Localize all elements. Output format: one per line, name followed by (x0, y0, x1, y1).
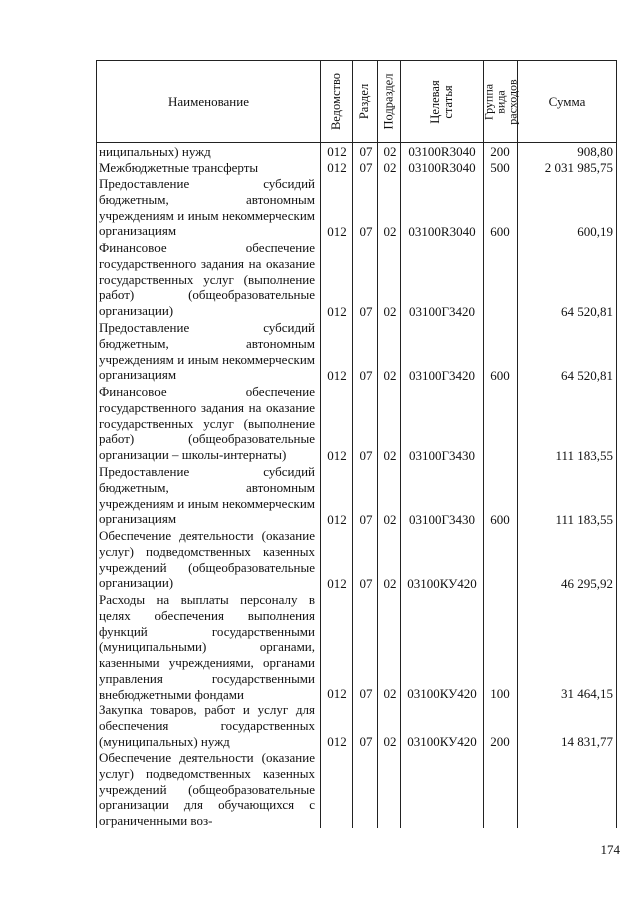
row-summa: 31 464,15 (561, 686, 613, 702)
row-vedomstvo: 012 (327, 304, 347, 320)
row-vedomstvo: 012 (327, 734, 347, 750)
table-row (96, 144, 616, 160)
row-podrazdel: 02 (383, 304, 397, 320)
row-razdel: 07 (359, 224, 373, 240)
row-gruppa: 600 (490, 224, 510, 240)
row-name: ниципальных) нужд (99, 144, 211, 159)
header-razdel-text: Раздел (357, 83, 372, 120)
row-celevaya-statya: 03100Г3430 (408, 448, 475, 464)
row-name: Финансовое обеспечение государственного задания на оказание государственных услуг (выполнение работ) (общеобразовательные организации – школы-интернаты) (99, 384, 315, 463)
row-celevaya-statya: 03100КУ420 (407, 686, 477, 702)
row-razdel: 07 (359, 304, 373, 320)
header-razdel (353, 61, 377, 142)
row-celevaya-statya: 03100R3040 (408, 144, 476, 160)
header-vedomstvo-text: Ведомство (329, 72, 343, 131)
row-name: Предоставление субсидий бюджетным, автономным учреждениям и иным некоммерческим организациям (99, 176, 315, 239)
row-gruppa: 100 (490, 686, 510, 702)
row-celevaya-statya: 03100КУ420 (407, 734, 477, 750)
row-gruppa: 200 (490, 144, 510, 160)
table-row (96, 750, 616, 828)
row-razdel: 07 (359, 734, 373, 750)
row-celevaya-statya: 03100Г3420 (408, 368, 475, 384)
row-name: Закупка товаров, работ и услуг для обеспечения государственных (муниципальных) нужд (99, 702, 315, 749)
row-podrazdel: 02 (383, 160, 397, 176)
table-row (96, 160, 616, 176)
table-row (96, 464, 616, 528)
header-name-text: Наименование (168, 94, 249, 109)
table-row (96, 592, 616, 702)
table-right-border (616, 60, 617, 828)
row-celevaya-statya: 03100R3040 (408, 224, 476, 240)
row-podrazdel: 02 (383, 368, 397, 384)
row-summa: 111 183,55 (555, 512, 613, 528)
row-summa: 46 295,92 (561, 576, 613, 592)
row-razdel: 07 (359, 160, 373, 176)
row-vedomstvo: 012 (327, 160, 347, 176)
row-podrazdel: 02 (383, 224, 397, 240)
row-podrazdel: 02 (383, 686, 397, 702)
row-podrazdel: 02 (383, 734, 397, 750)
header-bottom-border (96, 142, 616, 143)
row-summa: 600,19 (577, 224, 613, 240)
row-vedomstvo: 012 (327, 448, 347, 464)
row-name: Расходы на выплаты персоналу в целях обеспечения выполнения функций государственными (муниципальными) органами, казенными учреждениями, органами управления государственными внебюджетными фондами (99, 592, 315, 702)
row-vedomstvo: 012 (327, 686, 347, 702)
row-vedomstvo: 012 (327, 144, 347, 160)
row-gruppa: 500 (490, 160, 510, 176)
row-razdel: 07 (359, 576, 373, 592)
row-razdel: 07 (359, 448, 373, 464)
page-number: 174 (600, 842, 620, 857)
row-vedomstvo: 012 (327, 224, 347, 240)
header-gruppa-text: Группа вида расходов (481, 78, 520, 125)
row-summa: 64 520,81 (561, 304, 613, 320)
table-row (96, 384, 616, 464)
row-celevaya-statya: 03100КУ420 (407, 576, 477, 592)
row-name: Обеспечение деятельности (оказание услуг) подведомственных казенных учреждений (общеобразовательные организации) (99, 528, 315, 591)
row-razdel: 07 (359, 368, 373, 384)
row-podrazdel: 02 (383, 512, 397, 528)
row-gruppa: 200 (490, 734, 510, 750)
row-razdel: 07 (359, 144, 373, 160)
row-podrazdel: 02 (383, 448, 397, 464)
row-razdel: 07 (359, 512, 373, 528)
row-name: Предоставление субсидий бюджетным, автономным учреждениям и иным некоммерческим организациям (99, 320, 315, 383)
header-celevaya-statya-text: Целевая статья (428, 79, 455, 124)
row-summa: 14 831,77 (561, 734, 613, 750)
header-celevaya-statya (401, 61, 483, 142)
header-summa-text: Сумма (548, 94, 586, 109)
header-podrazdel-text: Подраздел (381, 73, 396, 130)
row-summa: 908,80 (577, 144, 613, 160)
header-podrazdel (378, 61, 400, 142)
header-name (97, 61, 320, 142)
row-name: Финансовое обеспечение государственного задания на оказание государственных услуг (выполнение работ) (общеобразовательные организации) (99, 240, 315, 319)
row-name: Межбюджетные трансферты (99, 160, 259, 175)
row-podrazdel: 02 (383, 576, 397, 592)
row-gruppa: 600 (490, 512, 510, 528)
table-row (96, 320, 616, 384)
row-vedomstvo: 012 (327, 576, 347, 592)
header-gruppa (481, 61, 520, 142)
row-name: Обеспечение деятельности (оказание услуг) подведомственных казенных учреждений (общеобразовательные организации для обучающихся с ограниченными воз- (99, 750, 315, 828)
row-vedomstvo: 012 (327, 368, 347, 384)
row-celevaya-statya: 03100R3040 (408, 160, 476, 176)
row-vedomstvo: 012 (327, 512, 347, 528)
row-razdel: 07 (359, 686, 373, 702)
table-row (96, 702, 616, 750)
row-summa: 64 520,81 (561, 368, 613, 384)
row-name: Предоставление субсидий бюджетным, автономным учреждениям и иным некоммерческим организациям (99, 464, 315, 527)
row-gruppa: 600 (490, 368, 510, 384)
row-podrazdel: 02 (383, 144, 397, 160)
table-row (96, 240, 616, 320)
row-celevaya-statya: 03100Г3420 (408, 304, 475, 320)
header-summa (518, 61, 616, 142)
row-summa: 111 183,55 (555, 448, 613, 464)
table-row (96, 176, 616, 240)
row-celevaya-statya: 03100Г3430 (408, 512, 475, 528)
row-summa: 2 031 985,75 (544, 160, 613, 176)
header-vedomstvo (321, 61, 352, 142)
table-row (96, 528, 616, 592)
